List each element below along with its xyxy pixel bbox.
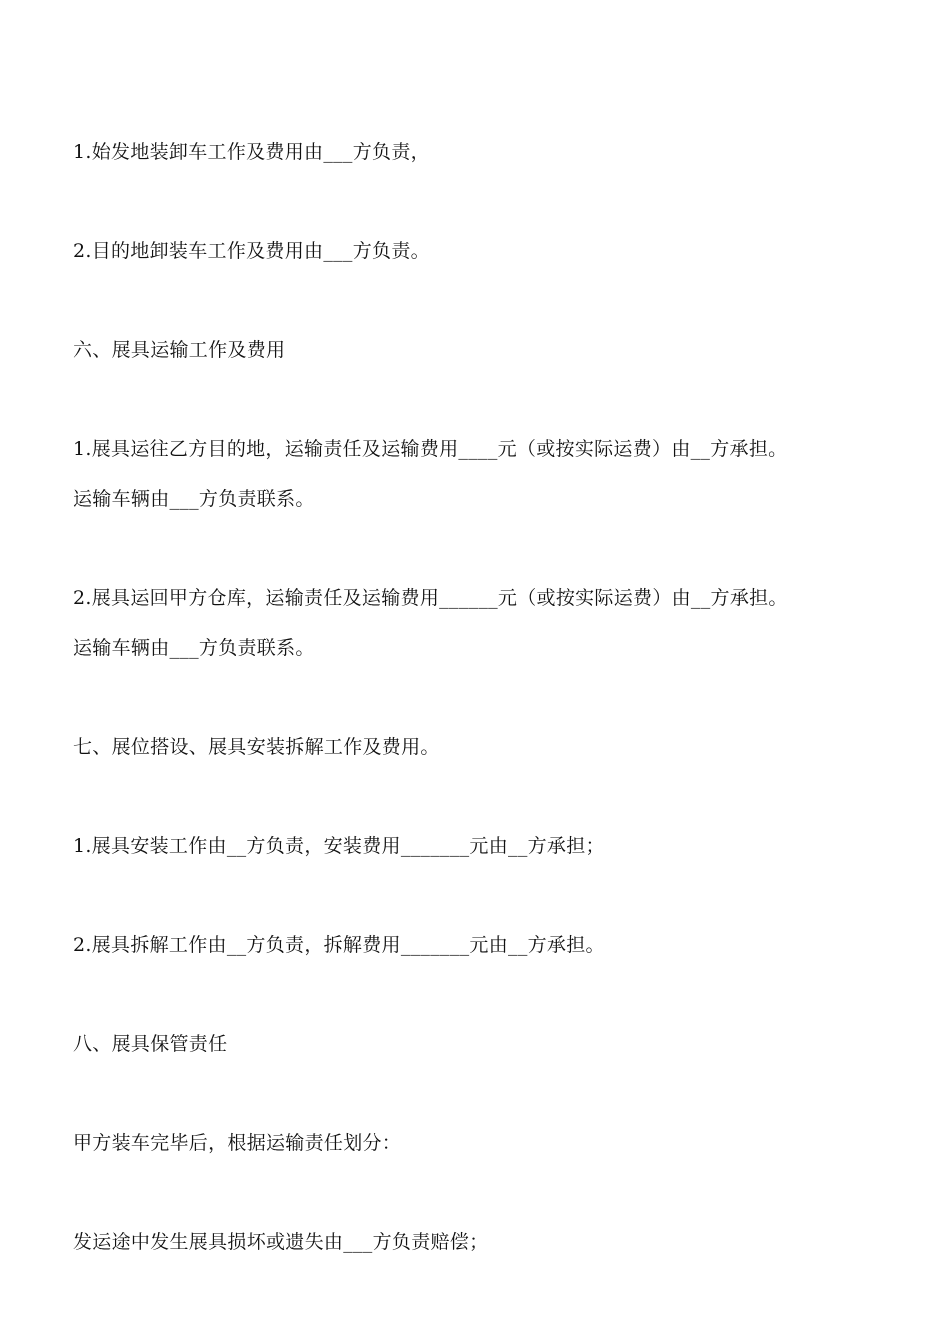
- clause-installation: 1.展具安装工作由__方负责，安装费用_______元由__方承担；: [73, 835, 605, 857]
- clause-loading-origin: 1.始发地装卸车工作及费用由___方负责，: [73, 141, 430, 163]
- clause-transport-return: 2.展具运回甲方仓库，运输责任及运输费用______元（或按实际运费）由__方承担。: [73, 587, 788, 609]
- clause-transport-return-vehicle: 运输车辆由___方负责联系。: [73, 637, 315, 659]
- clause-transport-outbound-vehicle: 运输车辆由___方负责联系。: [73, 488, 315, 510]
- clause-loading-destination: 2.目的地卸装车工作及费用由___方负责。: [73, 240, 430, 262]
- section-heading-transport: 六、展具运输工作及费用: [73, 339, 286, 361]
- clause-custody-transit: 发运途中发生展具损坏或遗失由___方负责赔偿；: [73, 1231, 489, 1253]
- section-heading-custody: 八、展具保管责任: [73, 1033, 228, 1055]
- clause-custody-intro: 甲方装车完毕后，根据运输责任划分：: [73, 1132, 402, 1154]
- clause-transport-outbound: 1.展具运往乙方目的地，运输责任及运输费用____元（或按实际运费）由__方承担。: [73, 438, 788, 460]
- clause-dismantling: 2.展具拆解工作由__方负责，拆解费用_______元由__方承担。: [73, 934, 605, 956]
- section-heading-installation: 七、展位搭设、展具安装拆解工作及费用。: [73, 736, 440, 758]
